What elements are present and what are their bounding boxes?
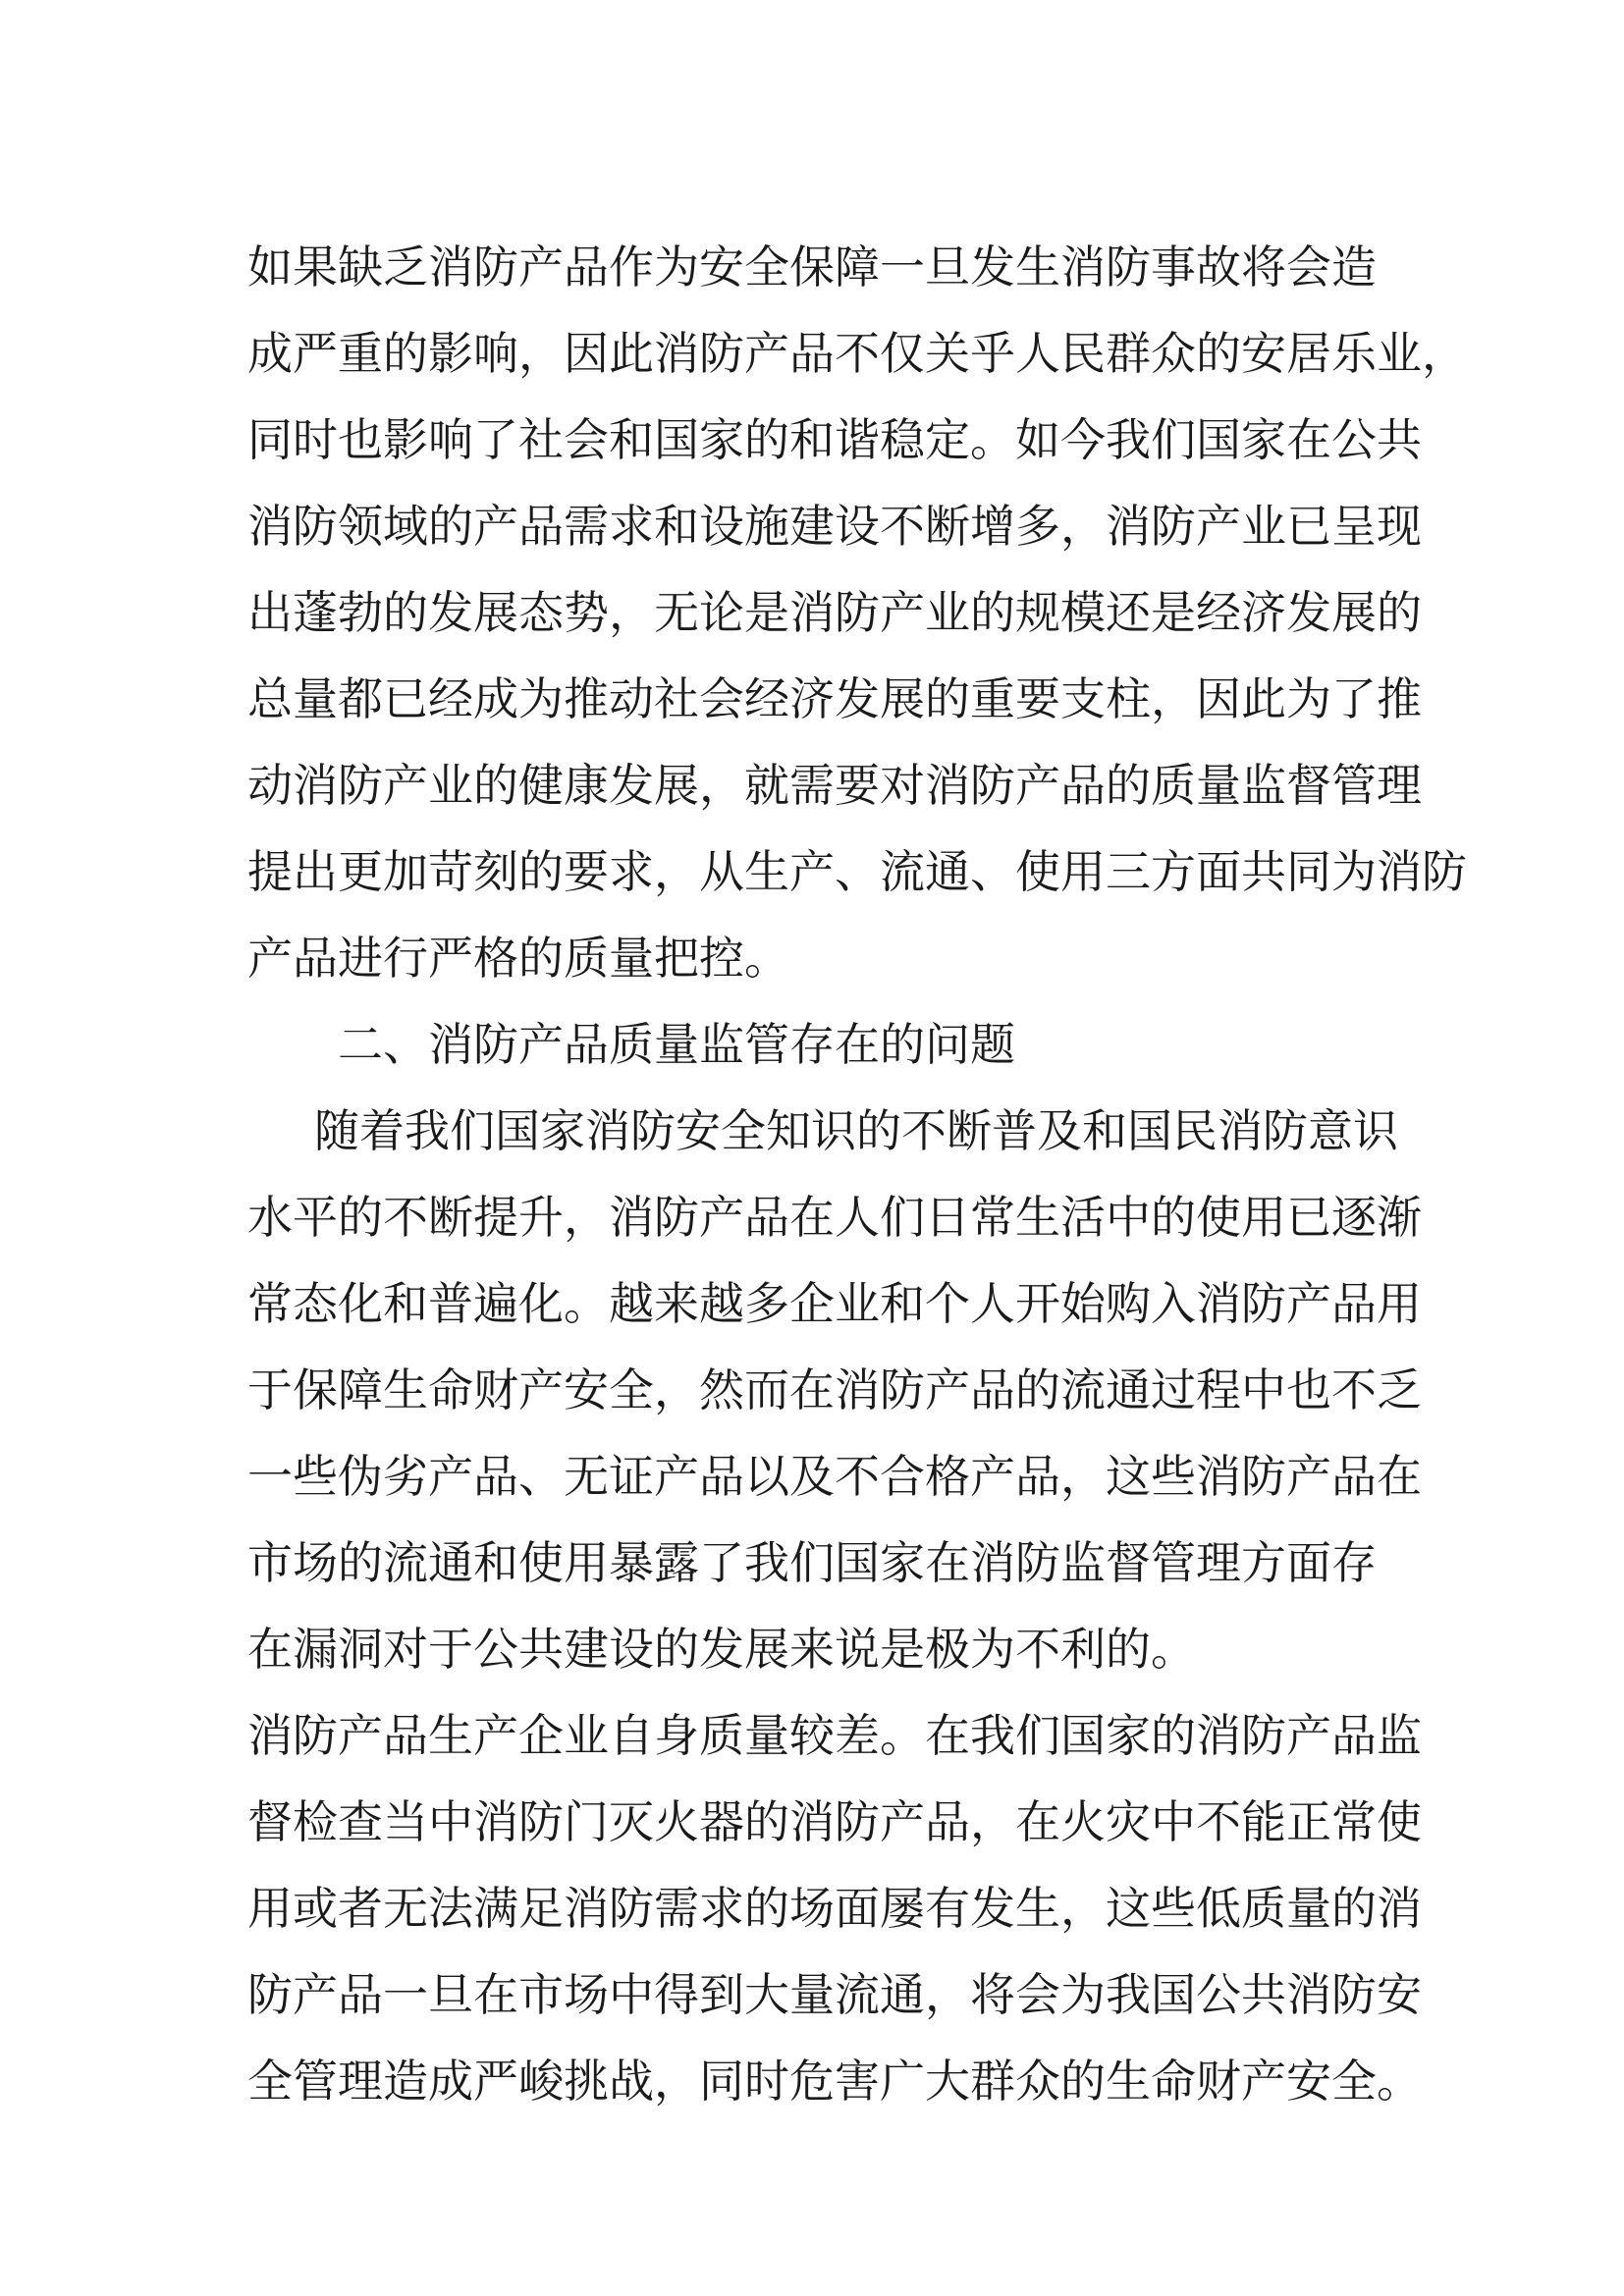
text-line: 动消防产业的健康发展，就需要对消防产品的质量监督管理: [247, 759, 1422, 812]
text-line: 一些伪劣产品、无证产品以及不合格产品，这些消防产品在: [247, 1450, 1422, 1503]
text-line: 消防产品生产企业自身质量较差。在我们国家的消防产品监: [247, 1709, 1422, 1762]
section-heading: 二、消防产品质量监管存在的问题: [338, 1018, 1015, 1071]
text-line: 总量都已经成为推动社会经济发展的重要支柱，因此为了推: [247, 672, 1422, 725]
body-text: [247, 224, 1467, 2124]
text-line: 督检查当中消防门灭火器的消防产品，在火灾中不能正常使: [247, 1795, 1422, 1848]
text-line: 用或者无法满足消防需求的场面屡有发生，这些低质量的消: [247, 1882, 1422, 1935]
text-line: 同时也影响了社会和国家的和谐稳定。如今我们国家在公共: [247, 413, 1422, 466]
text-line: 消防领域的产品需求和设施建设不断增多，消防产业已呈现: [247, 500, 1422, 553]
text-line: 如果缺乏消防产品作为安全保障一旦发生消防事故将会造: [247, 240, 1377, 294]
text-line: 成严重的影响，因此消防产品不仅关乎人民群众的安居乐业，: [247, 327, 1467, 380]
text-line: 常态化和普遍化。越来越多企业和个人开始购入消防产品用: [247, 1277, 1422, 1330]
text-line: 市场的流通和使用暴露了我们国家在消防监督管理方面存: [247, 1536, 1377, 1589]
text-line: 提出更加苛刻的要求，从生产、流通、使用三方面共同为消防: [247, 845, 1467, 898]
text-line: 随着我们国家消防安全知识的不断普及和国民消防意识: [314, 1104, 1398, 1157]
text-line: 出蓬勃的发展态势，无论是消防产业的规模还是经济发展的: [247, 586, 1422, 639]
text-line: 于保障生命财产安全，然而在消防产品的流通过程中也不乏: [247, 1363, 1422, 1416]
text-line: 水平的不断提升，消防产品在人们日常生活中的使用已逐渐: [247, 1191, 1422, 1244]
text-line: 防产品一旦在市场中得到大量流通，将会为我国公共消防安: [247, 1968, 1422, 2021]
text-line: 产品进行严格的质量把控。: [247, 932, 789, 985]
text-line: 在漏洞对于公共建设的发展来说是极为不利的。: [247, 1623, 1196, 1676]
text-line: 全管理造成严峻挑战，同时危害广大群众的生命财产安全。: [247, 2055, 1422, 2108]
